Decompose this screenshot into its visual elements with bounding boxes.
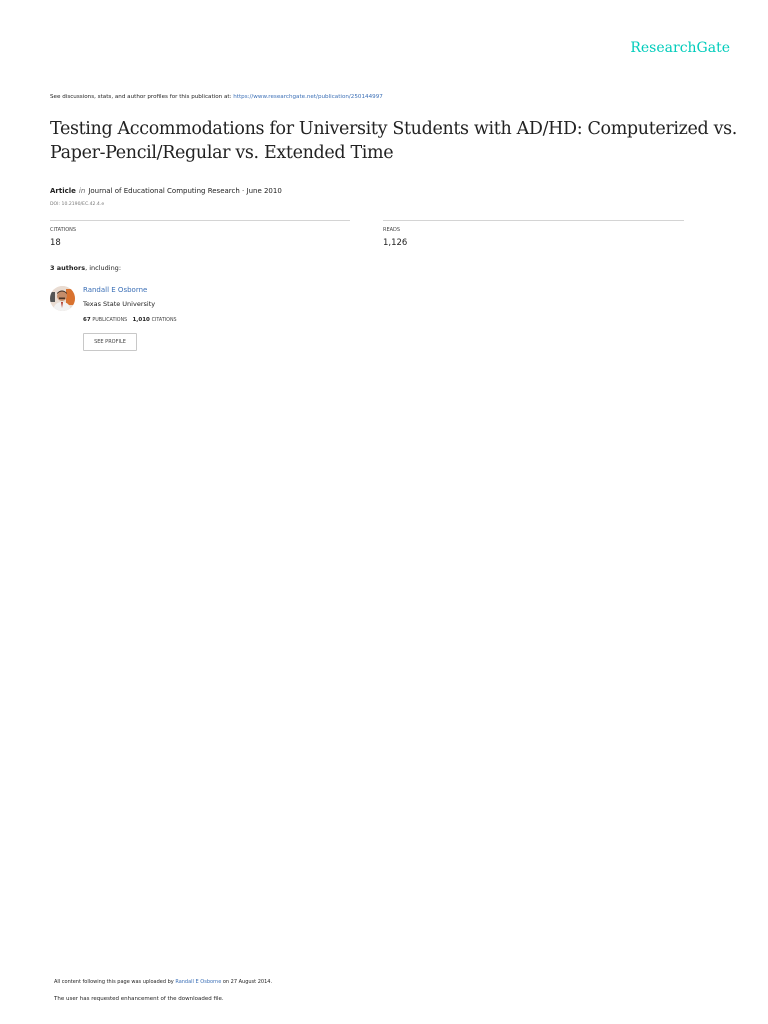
reads-divider: [383, 220, 684, 221]
author-publications-count: 67: [83, 317, 91, 323]
authors-count: 3 authors: [50, 264, 86, 272]
author-publications-label: PUBLICATIONS: [92, 318, 128, 323]
discussion-prefix: See discussions, stats, and author profiles for this publication at:: [50, 94, 232, 100]
enhancement-note: The user has requested enhancement of the downloaded file.: [54, 996, 224, 1002]
publication-date: June 2010: [246, 187, 282, 195]
citations-count: 18: [50, 238, 61, 248]
upload-suffix: on 27 August 2014.: [222, 979, 273, 985]
citations-divider: [50, 220, 350, 221]
upload-note: [54, 979, 272, 985]
reads-count: 1,126: [383, 238, 408, 248]
author-institution: Texas State University: [83, 300, 156, 308]
authors-including: , including:: [85, 264, 122, 272]
reads-label: READS: [383, 227, 401, 233]
publication-meta: [50, 187, 282, 195]
publication-type: Article: [50, 187, 76, 195]
journal-name: Journal of Educational Computing Research: [88, 187, 240, 195]
author-citations-label: CITATIONS: [151, 318, 177, 323]
upload-prefix: All content following this page was uploaded by: [54, 979, 174, 985]
date-separator: ·: [239, 187, 247, 195]
see-profile-button[interactable]: SEE PROFILE: [83, 333, 137, 351]
discussion-line: [50, 94, 383, 100]
doi: DOI: 10.2190/EC.42.4.e: [50, 202, 105, 207]
publication-link[interactable]: https://www.researchgate.net/publication/250144997: [233, 94, 383, 100]
citations-label: CITATIONS: [50, 227, 77, 233]
author-stats: [83, 317, 177, 323]
in-word: in: [78, 187, 86, 195]
avatar-photo: [50, 286, 75, 311]
uploader-link[interactable]: Randall E Osborne: [175, 979, 222, 985]
authors-heading: [50, 264, 121, 272]
author-citations-count: 1,010: [132, 317, 150, 323]
author-avatar[interactable]: [50, 286, 75, 311]
publication-title: Testing Accommodations for University Students with AD/HD: Computerized vs. Paper-Pencil/Regular vs. Extended Time: [50, 119, 737, 163]
researchgate-logo[interactable]: ResearchGate: [630, 40, 730, 56]
author-name[interactable]: Randall E Osborne: [83, 286, 148, 294]
